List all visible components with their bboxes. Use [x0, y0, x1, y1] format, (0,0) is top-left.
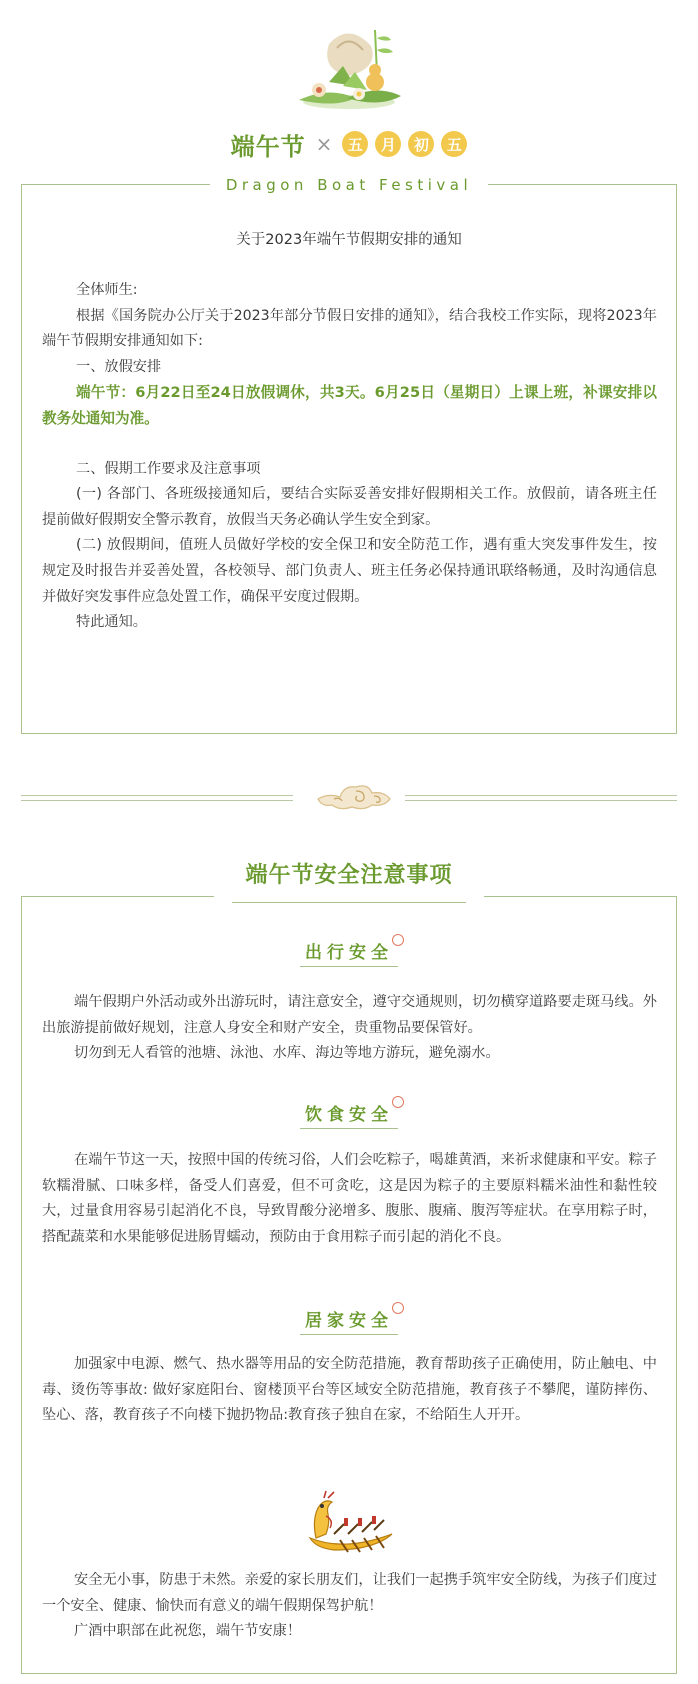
festival-title-row — [0, 124, 698, 164]
safety-title: 端午节安全注意事项 — [245, 863, 453, 888]
travel-paragraph-1: 端午假期户外活动或外出游玩时，请注意安全，遵守交通规则，切勿横穿道路要走斑马线。外出旅游提前做好规划，注意人身安全和财产安全，贵重物品要保管好。 — [42, 994, 657, 1036]
notice-salutation: 全体师生: — [76, 282, 138, 298]
notice-item-1: (一) 各部门、各班级接通知后，要结合实际妥善安排好假期相关工作。放假前，请各班主任提前做好假期安全警示教育，放假当天务必确认学生安全到家。 — [42, 486, 657, 528]
notice-item-2: (二) 放假期间，值班人员做好学校的安全保卫和安全防范工作，遇有重大突发事件发生，按规定及时报告并妥善处置，各校领导、部门负责人、班主任务必保持通讯联络畅通，及时沟通信息并做好突发事件应急处置工作，确保平安度过假期。 — [42, 537, 657, 605]
safety-title-underline — [232, 902, 466, 903]
notice-closing: 特此通知。 — [76, 614, 147, 631]
date-char: 初 — [408, 131, 434, 157]
auspicious-cloud-icon — [314, 779, 394, 815]
home-paragraph-1: 加强家中电源、燃气、热水器等用品的安全防范措施，教育帮助孩子正确使用，防止触电、中毒、烫伤等事故: 做好家庭阳台、窗楼顶平台等区域安全防范措施，教育孩子不攀爬，谨防摔伤、坠心、落，教育孩子不向楼下抛扔物品:教育孩子独自在家，不给陌生人开开。 — [42, 1356, 657, 1424]
home-safety-text — [42, 1352, 657, 1429]
travel-safety-heading: 出行安全 — [305, 943, 393, 963]
date-char: 月 — [375, 131, 401, 157]
notice-body — [42, 278, 657, 636]
home-safety-heading: 居家安全 — [305, 1311, 393, 1331]
food-safety-heading: 饮食安全 — [305, 1105, 393, 1125]
ring-icon — [392, 934, 404, 946]
heading-underline — [300, 1128, 398, 1129]
notice-section-1: 一、放假安排 — [76, 358, 162, 375]
dragon-boat-icon — [304, 1490, 396, 1556]
divider-left — [21, 795, 293, 801]
notice-schedule: 端午节：6月22日至24日放假调休，共3天。6月25日（星期日）上课上班，补课安排以教务处通知为准。 — [42, 384, 657, 427]
closing-paragraph-2: 广酒中职部在此祝您，端午节安康！ — [74, 1623, 302, 1640]
times-sign: × — [315, 132, 333, 156]
box-gap — [214, 890, 484, 902]
notice-intro: 根据《国务院办公厅关于2023年部分节假日安排的通知》，结合我校工作实际，现将2023年端午节假期安排通知如下: — [42, 307, 657, 350]
closing-paragraph-1: 安全无小事，防患于未然。亲爱的家长朋友们，让我们一起携手筑牢安全防线，为孩子们度过一个安全、健康、愉快而有意义的端午假期保驾护航！ — [42, 1572, 657, 1614]
heading-underline — [300, 966, 398, 967]
notice-title: 关于2023年端午节假期安排的通知 — [236, 232, 462, 248]
food-paragraph-1: 在端午节这一天，按照中国的传统习俗，人们会吃粽子，喝雄黄酒，来祈求健康和平安。粽子软糯滑腻、口味多样，备受人们喜爱，但不可贪吃，这是因为粽子的主要原料糯米油性和黏性较大，过量食用容易引起消化不良，导致胃酸分泌增多、腹胀、腹痛、腹泻等症状。在享用粽子时，搭配蔬菜和水果能够促进肠胃蠕动，预防由于食用粽子而引起的消化不良。 — [42, 1152, 657, 1245]
festival-name: 端午节 — [230, 132, 306, 161]
food-safety-text — [42, 1148, 657, 1250]
closing-text — [42, 1568, 657, 1645]
date-char: 五 — [441, 131, 467, 157]
travel-safety-text — [42, 990, 657, 1067]
english-subtitle: Dragon Boat Festival — [225, 176, 473, 194]
heading-underline — [300, 1334, 398, 1335]
date-char: 五 — [342, 131, 368, 157]
date-dots — [342, 131, 467, 157]
zongzi-illustration-icon — [289, 24, 409, 112]
notice-section-2: 二、假期工作要求及注意事项 — [76, 460, 261, 477]
travel-paragraph-2: 切勿到无人看管的池塘、泳池、水库、海边等地方游玩，避免溺水。 — [74, 1045, 500, 1062]
divider-right — [405, 795, 677, 801]
ring-icon — [392, 1302, 404, 1314]
ring-icon — [392, 1096, 404, 1108]
